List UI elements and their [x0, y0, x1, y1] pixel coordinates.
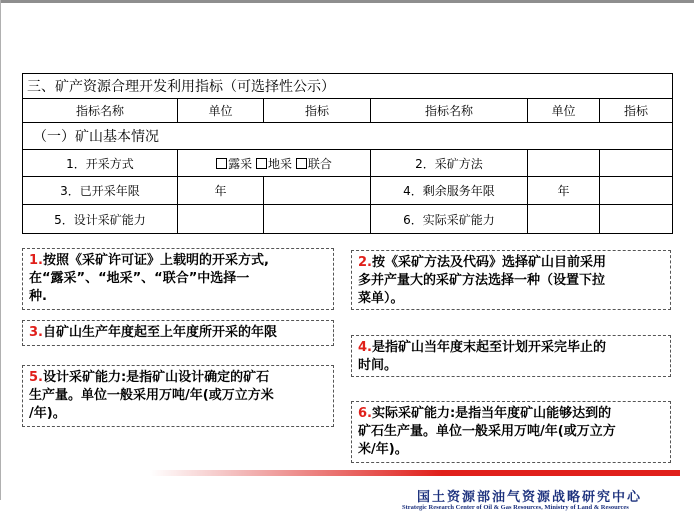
table-title: 三、矿产资源合理开发利用指标（可选择性公示）: [23, 74, 673, 99]
footer-org-cn: 国土资源部油气资源战略研究中心: [417, 490, 643, 505]
note-line: 种.: [29, 289, 47, 304]
checkbox-combined[interactable]: [296, 157, 332, 171]
note-line: 是指矿山当年度末起至计划开采完毕止的: [371, 340, 606, 355]
note-line: 实际采矿能力:是指当年度矿山能够达到的: [371, 406, 612, 421]
section-row: [23, 123, 673, 150]
checkbox-open-pit[interactable]: [216, 157, 252, 171]
note-design-capacity: [22, 365, 334, 427]
note-line: 多并产量大的采矿方法选择一种（设置下拉: [358, 273, 606, 288]
note-remaining-years: [351, 335, 671, 377]
table-row: [23, 150, 673, 177]
unit-cell[interactable]: [528, 150, 600, 177]
checkbox-underground[interactable]: [256, 157, 292, 171]
note-number: 3.: [29, 325, 43, 340]
note-line: 矿石生产量。单位一般采用万吨/年(或万立方: [358, 424, 616, 439]
note-line: 时间。: [358, 358, 398, 373]
unit-cell[interactable]: [528, 205, 600, 234]
indicator-name: 2．采矿方法: [371, 150, 528, 177]
left-border-line: [0, 0, 1, 500]
note-line: 设计采矿能力:是指矿山设计确定的矿石: [42, 370, 270, 385]
header-cell: 单位: [178, 99, 264, 123]
indicator-name: 4．剩余服务年限: [371, 177, 528, 205]
footer-red-stripe: [150, 470, 680, 476]
note-line: 按《采矿方法及代码》选择矿山目前采用: [371, 255, 606, 270]
option-label: 联合: [307, 156, 332, 171]
option-label: 地采: [267, 156, 292, 171]
value-cell[interactable]: [600, 205, 673, 234]
note-number: 5.: [29, 370, 43, 385]
note-number: 6.: [358, 406, 372, 421]
note-line: 菜单）。: [358, 291, 404, 306]
top-border-line: [0, 0, 694, 3]
indicator-name: 6．实际采矿能力: [371, 205, 528, 234]
indicator-table: [22, 73, 673, 234]
table-title-row: [23, 74, 673, 99]
header-cell: 指标: [264, 99, 371, 123]
table-row: [23, 205, 673, 234]
checkbox-icon: [216, 158, 227, 169]
mining-mode-options: [178, 150, 371, 177]
header-cell: 指标名称: [23, 99, 178, 123]
note-mining-mode: [22, 248, 334, 310]
value-cell[interactable]: [600, 177, 673, 205]
note-years-mined: [22, 320, 334, 346]
value-cell[interactable]: [264, 205, 371, 234]
note-line: /年)。: [29, 406, 66, 421]
option-label: 露采: [228, 156, 253, 171]
note-line: 生产量。单位一般采用万吨/年(或万立方米: [29, 388, 274, 403]
checkbox-icon: [256, 158, 267, 169]
indicator-name: 5．设计采矿能力: [23, 205, 178, 234]
note-actual-capacity: [351, 401, 671, 463]
note-mining-method: [351, 250, 671, 310]
note-line: 按照《采矿许可证》上载明的开采方式,: [42, 253, 269, 268]
indicator-name: 3．已开采年限: [23, 177, 178, 205]
header-cell: 指标名称: [371, 99, 528, 123]
unit-cell: 年: [528, 177, 600, 205]
checkbox-icon: [296, 158, 307, 169]
value-cell[interactable]: [264, 177, 371, 205]
unit-cell[interactable]: [178, 205, 264, 234]
footer-org-en: Strategic Research Center of Oil & Gas Resources, Ministry of Land & Resources: [402, 504, 629, 511]
note-line: 在“露采”、“地采”、“联合”中选择一: [29, 271, 250, 286]
table-row: [23, 177, 673, 205]
header-cell: 单位: [528, 99, 600, 123]
unit-cell: 年: [178, 177, 264, 205]
note-line: 米/年)。: [358, 442, 408, 457]
indicator-name: 1．开采方式: [23, 150, 178, 177]
table-header-row: [23, 99, 673, 123]
note-number: 2.: [358, 255, 372, 270]
note-number: 4.: [358, 340, 372, 355]
value-cell[interactable]: [600, 150, 673, 177]
section-title: （一）矿山基本情况: [23, 123, 673, 150]
note-line: 自矿山生产年度起至上年度所开采的年限: [42, 325, 277, 340]
header-cell: 指标: [600, 99, 673, 123]
note-number: 1.: [29, 253, 43, 268]
